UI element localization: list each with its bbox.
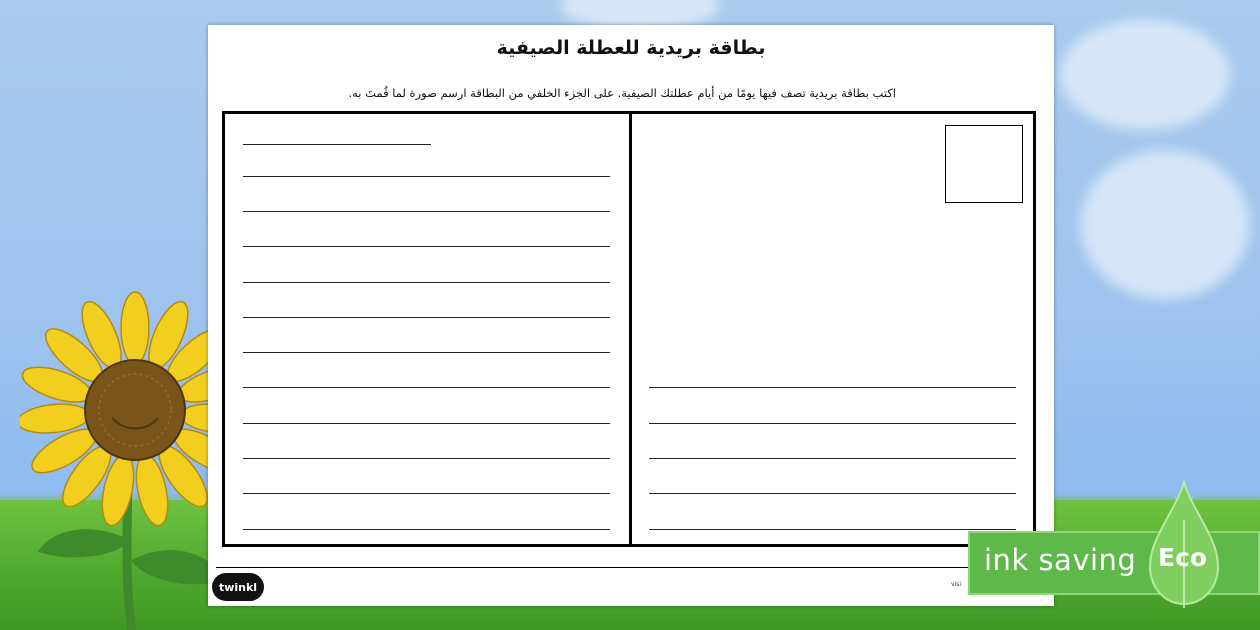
worksheet-page xyxy=(208,25,1054,606)
footer-divider xyxy=(216,567,1046,568)
writing-line[interactable] xyxy=(243,493,610,494)
eco-label: Eco xyxy=(1158,543,1208,572)
cloud xyxy=(1080,150,1250,300)
writing-line[interactable] xyxy=(243,423,610,424)
writing-line[interactable] xyxy=(243,176,610,177)
address-line[interactable] xyxy=(649,387,1016,388)
stamp-box[interactable] xyxy=(945,125,1023,203)
writing-line[interactable] xyxy=(243,282,610,283)
writing-line[interactable] xyxy=(243,144,431,145)
writing-line[interactable] xyxy=(243,317,610,318)
twinkl-logo: twinkl xyxy=(212,573,264,601)
worksheet-instructions: اكتب بطاقة بريدية تصف فيها يومًا من أيام عطلتك الصيفية. على الجزء الخلفي من البطاقة ارسم صورة لما قُمتَ به. xyxy=(348,86,896,100)
cloud xyxy=(1060,20,1230,130)
writing-line[interactable] xyxy=(243,387,610,388)
ink-saving-label: ink saving xyxy=(984,543,1137,577)
address-line[interactable] xyxy=(649,493,1016,494)
address-line[interactable] xyxy=(649,423,1016,424)
postcard-divider xyxy=(629,114,632,544)
postcard-frame xyxy=(222,111,1036,547)
writing-line[interactable] xyxy=(243,211,610,212)
address-line[interactable] xyxy=(649,529,1016,530)
worksheet-title: بطاقة بريدية للعطلة الصيفية xyxy=(496,37,766,59)
address-line[interactable] xyxy=(649,458,1016,459)
writing-line[interactable] xyxy=(243,352,610,353)
writing-line[interactable] xyxy=(243,529,610,530)
writing-line[interactable] xyxy=(243,458,610,459)
footer-text: visi xyxy=(951,581,962,588)
writing-line[interactable] xyxy=(243,246,610,247)
